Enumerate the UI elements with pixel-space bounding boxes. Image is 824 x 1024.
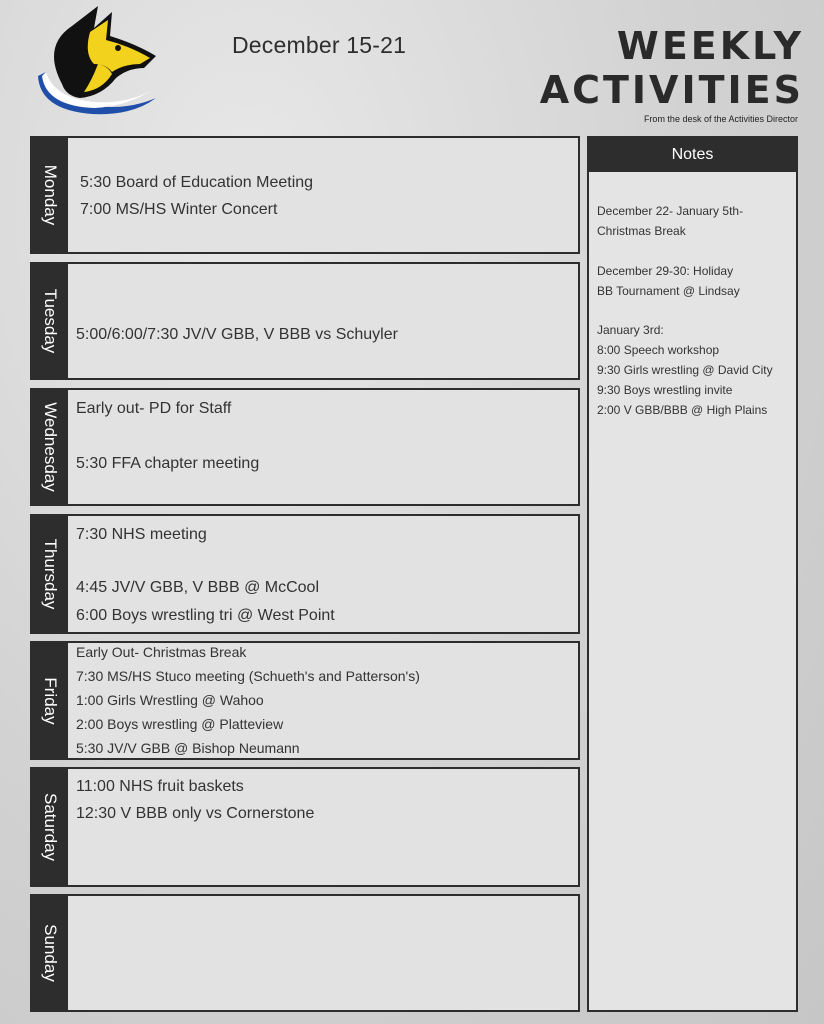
day-panel-monday bbox=[30, 136, 580, 254]
note-line: BB Tournament @ Lindsay bbox=[597, 284, 740, 298]
note-line: 8:00 Speech workshop bbox=[597, 343, 720, 357]
event-item: 5:30 JV/V GBB @ Bishop Neumann bbox=[76, 740, 300, 756]
event-item: 7:30 NHS meeting bbox=[76, 526, 207, 543]
day-panel-saturday bbox=[30, 767, 580, 887]
day-events-monday bbox=[68, 138, 578, 252]
notes-panel bbox=[587, 136, 798, 1012]
day-panel-tuesday bbox=[30, 262, 580, 380]
notes-heading: Notes bbox=[589, 138, 796, 172]
day-tab-sunday bbox=[32, 896, 68, 1010]
day-tab-thursday bbox=[32, 516, 68, 632]
day-label-friday: Friday bbox=[41, 676, 60, 725]
day-tab-friday bbox=[32, 643, 68, 758]
event-item: 12:30 V BBB only vs Cornerstone bbox=[76, 805, 315, 822]
note-line: 9:30 Girls wrestling @ David City bbox=[597, 363, 773, 377]
day-label-sunday: Sunday bbox=[41, 924, 60, 982]
day-panel-thursday bbox=[30, 514, 580, 634]
day-events-tuesday bbox=[68, 264, 578, 378]
note-line: December 29-30: Holiday bbox=[597, 264, 734, 278]
day-panel-friday bbox=[30, 641, 580, 760]
event-item: 4:45 JV/V GBB, V BBB @ McCool bbox=[76, 579, 319, 596]
note-line: 2:00 V GBB/BBB @ High Plains bbox=[597, 403, 768, 417]
day-panel-sunday bbox=[30, 894, 580, 1012]
title-line-weekly: WEEKLY bbox=[616, 24, 804, 68]
day-panel-wednesday bbox=[30, 388, 580, 506]
event-item: 7:30 MS/HS Stuco meeting (Schueth's and Patterson's) bbox=[76, 668, 420, 684]
day-events-friday bbox=[68, 643, 578, 758]
note-line: 9:30 Boys wrestling invite bbox=[597, 383, 733, 397]
event-item: 2:00 Boys wrestling @ Platteview bbox=[76, 716, 284, 732]
event-item: 5:30 FFA chapter meeting bbox=[76, 455, 260, 472]
note-line: December 22- January 5th- bbox=[597, 204, 744, 218]
day-label-saturday: Saturday bbox=[41, 792, 60, 862]
page-title bbox=[540, 24, 804, 112]
day-label-monday: Monday bbox=[41, 164, 60, 226]
event-item: 5:30 Board of Education Meeting bbox=[80, 174, 314, 191]
day-events-wednesday bbox=[68, 390, 578, 504]
event-item: 6:00 Boys wrestling tri @ West Point bbox=[76, 607, 335, 624]
page-subtitle: From the desk of the Activities Director bbox=[643, 114, 798, 124]
day-label-wednesday: Wednesday bbox=[41, 402, 60, 492]
event-item: Early Out- Christmas Break bbox=[76, 644, 247, 660]
event-item: Early out- PD for Staff bbox=[76, 400, 232, 417]
event-item: 11:00 NHS fruit baskets bbox=[76, 778, 244, 795]
event-item: 5:00/6:00/7:30 JV/V GBB, V BBB vs Schuyler bbox=[76, 326, 398, 343]
day-tab-tuesday bbox=[32, 264, 68, 378]
day-tab-wednesday bbox=[32, 390, 68, 504]
event-item: 7:00 MS/HS Winter Concert bbox=[80, 201, 278, 218]
day-events-saturday bbox=[68, 769, 578, 885]
event-item: 1:00 Girls Wrestling @ Wahoo bbox=[76, 692, 264, 708]
date-range: December 15-21 bbox=[232, 32, 407, 58]
day-label-tuesday: Tuesday bbox=[41, 288, 60, 354]
title-line-activities: ACTIVITIES bbox=[539, 68, 804, 112]
note-line: Christmas Break bbox=[597, 224, 686, 238]
husky-logo-icon bbox=[32, 6, 160, 118]
note-line: January 3rd: bbox=[597, 323, 664, 337]
day-events-thursday bbox=[68, 516, 578, 632]
day-label-thursday: Thursday bbox=[41, 538, 60, 610]
day-events-sunday bbox=[68, 896, 578, 1010]
day-tab-monday bbox=[32, 138, 68, 252]
day-tab-saturday bbox=[32, 769, 68, 885]
